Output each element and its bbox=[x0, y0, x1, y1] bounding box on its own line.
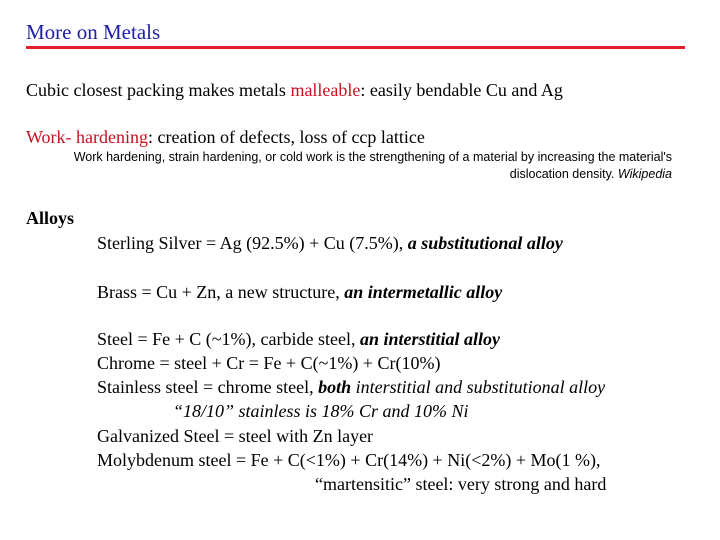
quote-text: Work hardening, strain hardening, or cold work is the strengthening of a material by increasing the material's dislocation density. bbox=[73, 150, 672, 181]
molybdenum-line: Molybdenum steel = Fe + C(<1%) + Cr(14%) + Ni(<2%) + Mo(1 %), bbox=[97, 450, 601, 470]
quote-source: Wikipedia bbox=[617, 167, 672, 181]
malleable-suffix: : easily bendable Cu and Ag bbox=[360, 80, 563, 100]
alloys-heading: Alloys bbox=[26, 208, 75, 228]
stainless-note: “18/10” stainless is 18% Cr and 10% Ni bbox=[173, 401, 469, 421]
brass-type: an intermetallic alloy bbox=[344, 282, 503, 302]
steel-text: Steel = Fe + C (~1%), carbide steel, bbox=[97, 329, 360, 349]
steel-type: an interstitial alloy bbox=[359, 329, 500, 349]
brass-text: Brass = Cu + Zn, a new structure, bbox=[97, 282, 345, 302]
stainless-both: both bbox=[318, 377, 352, 397]
brass-line bbox=[97, 282, 502, 303]
chrome-line: Chrome = steel + Cr = Fe + C(~1%) + Cr(10%) bbox=[97, 353, 441, 373]
martensitic-line: “martensitic” steel: very strong and hard bbox=[315, 474, 607, 494]
malleable-prefix: Cubic closest packing makes metals bbox=[26, 80, 291, 100]
sterling-type: a substitutional alloy bbox=[407, 233, 563, 253]
work-hardening-line bbox=[26, 127, 425, 148]
stainless-text: Stainless steel = chrome steel, bbox=[97, 377, 319, 397]
wikipedia-quote bbox=[62, 149, 672, 183]
sterling-text: Sterling Silver = Ag (92.5%) + Cu (7.5%), bbox=[97, 233, 408, 253]
steel-line bbox=[97, 329, 500, 350]
work-hardening-term: Work- hardening bbox=[26, 127, 149, 147]
stainless-line bbox=[97, 377, 605, 398]
work-hardening-suffix: : creation of defects, loss of ccp lattice bbox=[148, 127, 425, 147]
slide-title: More on Metals bbox=[26, 20, 161, 44]
galvanized-line: Galvanized Steel = steel with Zn layer bbox=[97, 426, 374, 446]
malleable-term: malleable bbox=[290, 80, 361, 100]
sterling-line bbox=[97, 233, 563, 254]
stainless-rest: interstitial and substitutional alloy bbox=[351, 377, 606, 397]
malleable-line bbox=[26, 80, 563, 101]
title-underline bbox=[26, 46, 685, 49]
